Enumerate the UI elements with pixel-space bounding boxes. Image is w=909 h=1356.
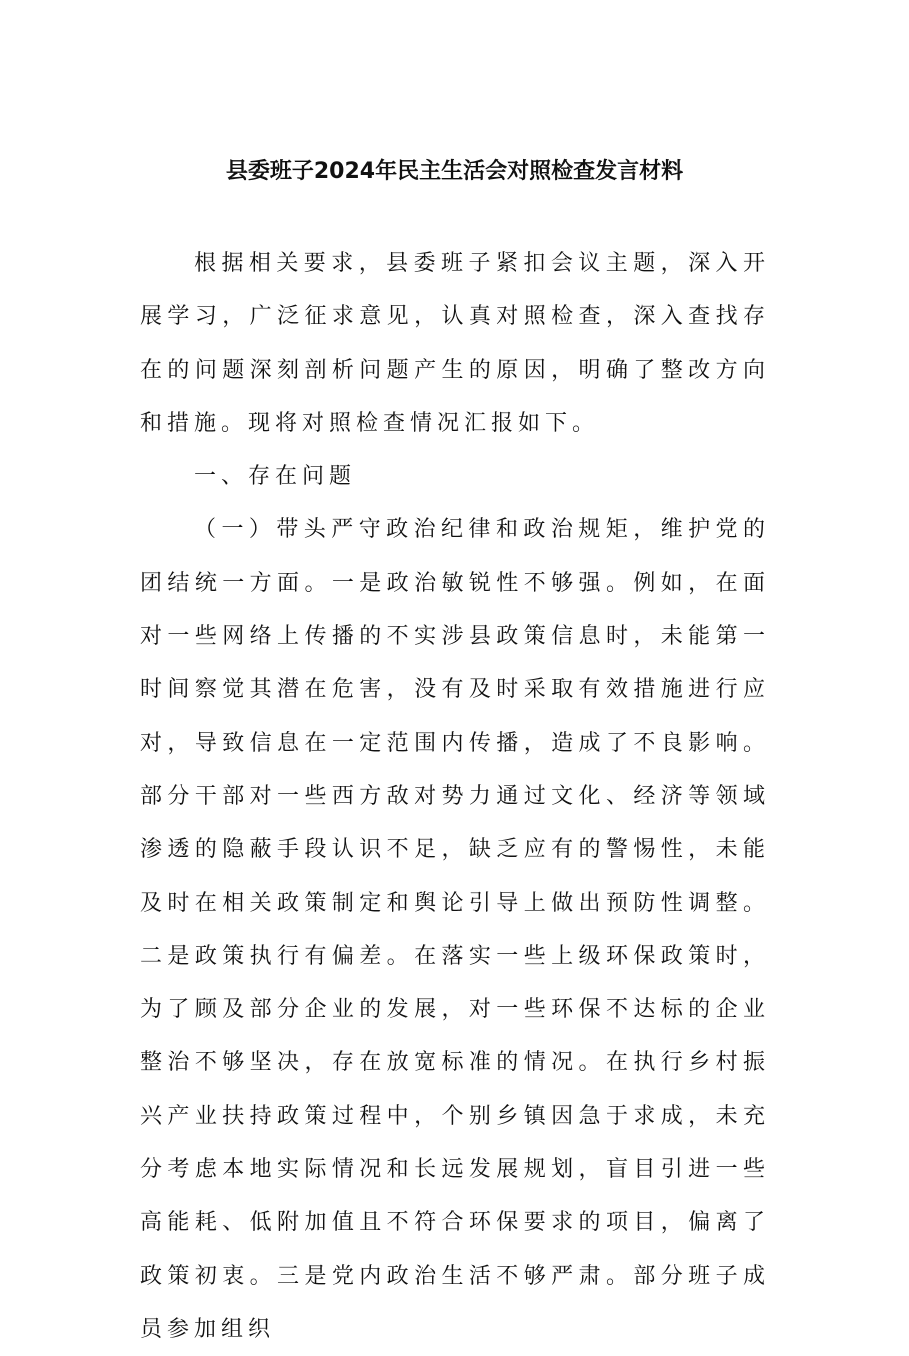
document-body [140,237,770,1356]
document-title: 县委班子2024年民主生活会对照检查发言材料 [225,159,684,184]
section-heading: 一、存在问题 [194,464,357,490]
intro-paragraph: 根据相关要求，县委班子紧扣会议主题，深入开展学习，广泛征求意见，认真对照检查，深入查找存在的问题深刻剖析问题产生的原因，明确了整改方向和措施。现将对照检查情况汇报如下。 [140,251,770,436]
body-paragraph: （一）带头严守政治纪律和政治规矩，维护党的团结统一方面。一是政治敏锐性不够强。例如，在面对一些网络上传播的不实涉县政策信息时，未能第一时间察觉其潜在危害，没有及时采取有效措施进行应对，导致信息在一定范围内传播，造成了不良影响。部分干部对一些西方敌对势力通过文化、经济等领域渗透的隐蔽手段认识不足，缺乏应有的警惕性，未能及时在相关政策制定和舆论引导上做出预防性调整。二是政策执行有偏差。在落实一些上级环保政策时，为了顾及部分企业的发展，对一些环保不达标的企业整治不够坚决，存在放宽标准的情况。在执行乡村振兴产业扶持政策过程中，个别乡镇因急于求成，未充分考虑本地实际情况和长远发展规划，盲目引进一些高能耗、低附加值且不符合环保要求的项目，偏离了政策初衷。三是党内政治生活不够严肃。部分班子成员参加组织 [140,517,770,1342]
